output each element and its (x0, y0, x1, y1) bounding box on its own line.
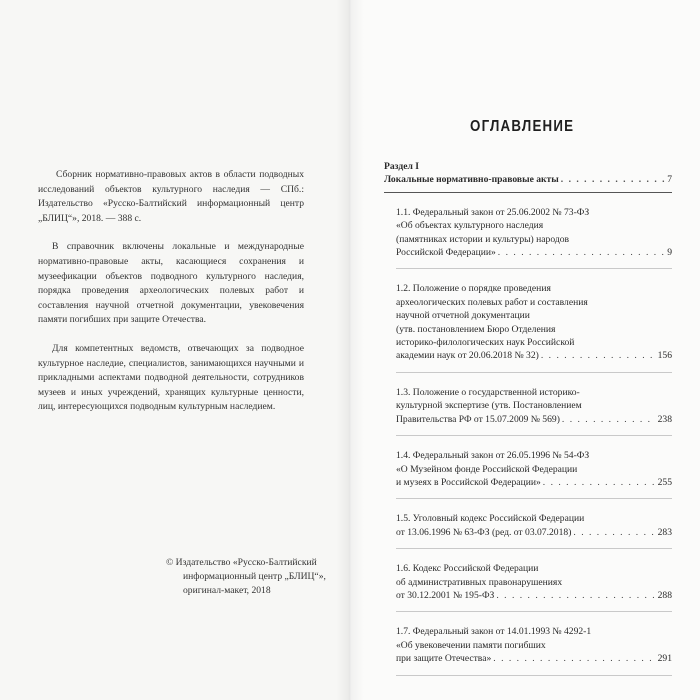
toc-entry[interactable] (396, 499, 672, 549)
toc-entry-line: 1.4. Федеральный закон от 26.05.1996 № 54-ФЗ (396, 450, 590, 462)
dot-leader (573, 526, 655, 539)
page-number: 7 (667, 174, 672, 186)
dot-leader (498, 246, 665, 259)
toc-entry-line: Правительства РФ от 15.07.2009 № 569) (396, 413, 560, 425)
toc-entry[interactable] (396, 549, 672, 612)
toc-entry-last-row (396, 246, 672, 259)
book-annotation (38, 168, 304, 415)
page-number: 291 (657, 653, 672, 665)
toc-entry-last-row (396, 652, 672, 665)
toc-entry-last-row (396, 413, 672, 426)
page-number: 238 (657, 413, 672, 425)
toc-entry-line: научной отчетной документации (396, 310, 530, 322)
section-label: Раздел I (384, 161, 419, 172)
copyright-line: информационный центр „БЛИЦ“», (183, 571, 326, 582)
toc-entry-line: «Об увековечении памяти погибших (396, 639, 546, 651)
toc-entry-line: (утв. постановлением Бюро Отделения (396, 323, 556, 335)
toc-entry-line: 1.1. Федеральный закон от 25.06.2002 № 73-ФЗ (396, 206, 590, 218)
page-number: 156 (657, 350, 672, 362)
audience-description: Для компетентных ведомств, отвечающих за подводное культурное наследие, специалистов, занимающихся научными и прикладными аспектами подводной деятельности, сотрудников музеев и иных учреждений, хранящих культурные ценности, лиц, интересующихся подводным культурным наследием. (38, 342, 304, 413)
toc-entry[interactable] (396, 436, 672, 499)
page-number: 9 (667, 247, 672, 259)
toc-entry[interactable] (396, 612, 672, 675)
section-title-row[interactable] (384, 173, 672, 186)
toc-entry-line: Российской Федерации» (396, 247, 496, 259)
bibliographic-description: Сборник нормативно-правовых актов в области подводных исследований объектов культурного наследия — СПб.: Издательство «Русско-Балтийский информационный центр „БЛИЦ“», 2018. — 388 с. (38, 169, 304, 224)
toc-entry-last-row (396, 476, 672, 489)
dot-leader (541, 349, 656, 362)
dot-leader (493, 652, 655, 665)
toc-title: ОГЛАВЛЕНИЕ (470, 118, 575, 135)
section-title: Локальные нормативно-правовые акты (384, 174, 559, 186)
toc-entry-last-row (396, 526, 672, 539)
toc-entry-line: историко-филологических наук Российской (396, 337, 575, 349)
page-number: 283 (657, 526, 672, 538)
toc-entry-line: 1.7. Федеральный закон от 14.01.1993 № 4292-1 (396, 626, 592, 638)
toc-entry-line: «Об объектах культурного наследия (396, 220, 544, 232)
copyright-line: © Издательство «Русско-Балтийский (166, 557, 317, 568)
toc-entry-line: 1.6. Кодекс Российской Федерации (396, 563, 539, 575)
dot-leader (561, 173, 665, 186)
page-number: 255 (657, 476, 672, 488)
toc-entry-line: от 30.12.2001 № 195-ФЗ (396, 589, 495, 601)
page-number: 288 (657, 589, 672, 601)
toc-entry-line: 1.5. Уголовный кодекс Российской Федерации (396, 513, 585, 525)
contents-description: В справочник включены локальные и международные нормативно-правовые акты, касающиеся сохранения и музеефикации объектов подводного культурного наследия, порядка проведения археологических полевых работ и составления научной отчетной документации, увековечения памяти погибших при защите Отечества. (38, 241, 304, 326)
toc-entry[interactable] (396, 373, 672, 436)
toc-entry-line: 1.2. Положение о порядке проведения (396, 283, 551, 295)
toc-entry-last-row (396, 589, 672, 602)
toc-entry-line: культурной экспертизе (утв. Постановлением (396, 400, 582, 412)
dot-leader (562, 413, 656, 426)
toc-entry[interactable] (396, 193, 672, 270)
toc-entry-line: (памятниках истории и культуры) народов (396, 233, 570, 245)
toc-entry-line: от 13.06.1996 № 63-ФЗ (ред. от 03.07.2018) (396, 526, 572, 538)
toc-entry-line: академии наук от 20.06.2018 № 32) (396, 350, 539, 362)
toc-entry-line: археологических полевых работ и составления (396, 296, 588, 308)
copyright-line: оригинал-макет, 2018 (183, 585, 271, 596)
table-of-contents (384, 160, 672, 676)
toc-entry-last-row (396, 349, 672, 362)
copyright-notice (166, 556, 326, 598)
dot-leader (543, 476, 656, 489)
toc-entry-line: об административных правонарушениях (396, 576, 563, 588)
toc-entries (384, 193, 672, 676)
toc-entry-line: при защите Отечества» (396, 653, 492, 665)
toc-entry-line: и музеях в Российской Федерации» (396, 476, 541, 488)
toc-entry-line: 1.3. Положение о государственной историко- (396, 386, 580, 398)
dot-leader (496, 589, 655, 602)
toc-entry-line: «О Музейном фонде Российской Федерации (396, 463, 578, 475)
toc-entry[interactable] (396, 269, 672, 372)
